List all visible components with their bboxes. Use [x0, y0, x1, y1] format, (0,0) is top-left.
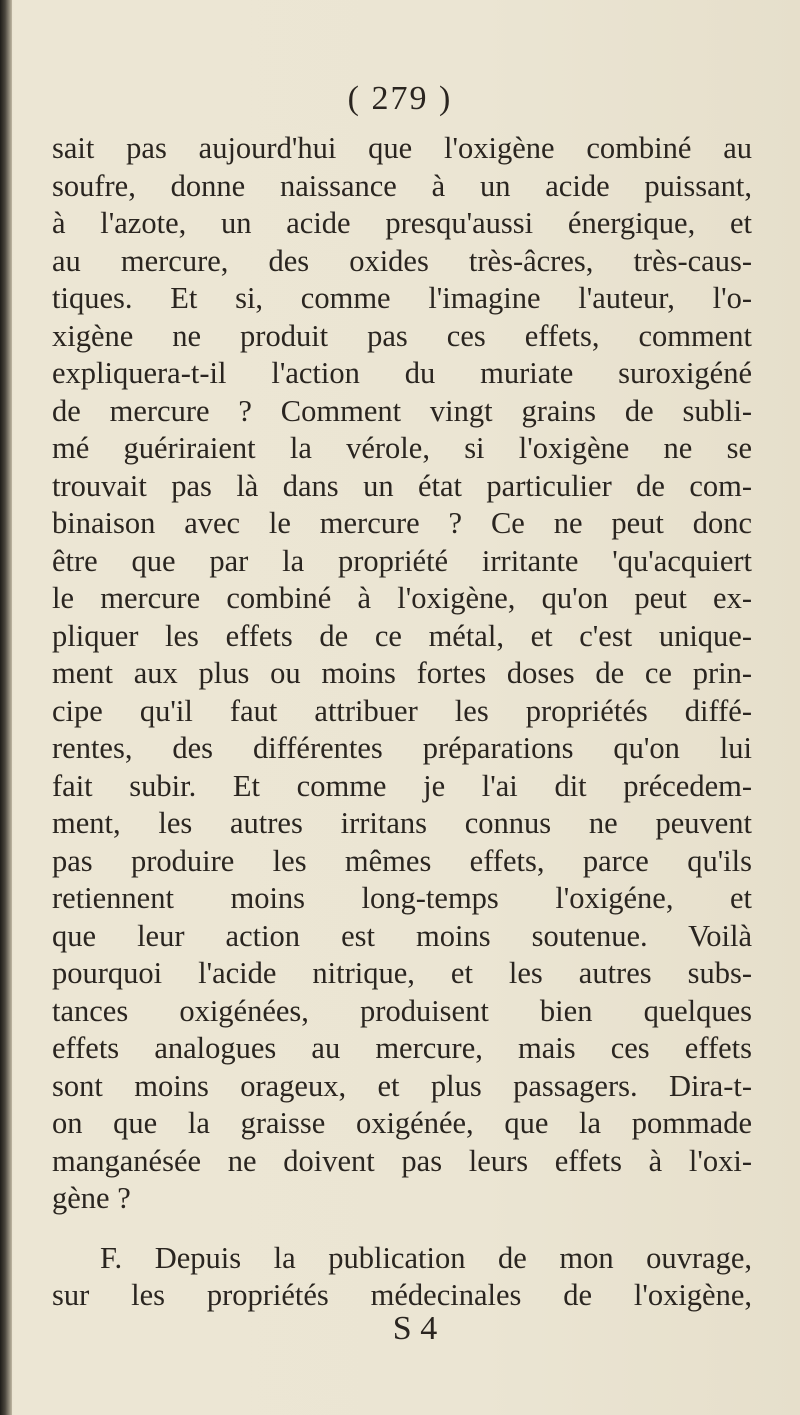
text-line: xigène ne produit pas ces effets, comment	[52, 318, 752, 353]
text-line: cipe qu'il faut attribuer les propriétés diffé-	[52, 693, 752, 728]
text-line: sont moins orageux, et plus passagers. Dira-t-	[52, 1068, 752, 1103]
text-line: on que la graisse oxigénée, que la pommade	[52, 1106, 752, 1140]
text-line: pourquoi l'acide nitrique, et les autres subs-	[52, 956, 752, 990]
text-line: ment aux plus ou moins fortes doses de ce prin-	[52, 656, 752, 690]
text-line: rentes, des différentes préparations qu'on lui	[52, 731, 752, 765]
text-line: à l'azote, un acide presqu'aussi énergique, et	[52, 206, 752, 240]
text-line: de mercure ? Comment vingt grains de subli-	[52, 393, 752, 428]
text-line: fait subir. Et comme je l'ai dit précedem-	[52, 768, 752, 803]
text-line: sait pas aujourd'hui que l'oxigène combiné au	[52, 131, 752, 165]
text-line: soufre, donne naissance à un acide puissant,	[52, 168, 752, 203]
text-line: tances oxigénées, produisent bien quelques	[52, 993, 752, 1028]
text-line: trouvait pas là dans un état particulier de com-	[52, 468, 752, 503]
text-line: pliquer les effets de ce métal, et c'est unique-	[52, 618, 752, 653]
text-line: au mercure, des oxides très-âcres, très-caus-	[52, 243, 752, 278]
binding-edge	[0, 0, 12, 1415]
text-line: F. Depuis la publication de mon ouvrage,	[100, 1240, 752, 1275]
text-line: effets analogues au mercure, mais ces effets	[52, 1031, 752, 1065]
text-line: que leur action est moins soutenue. Voilà	[52, 918, 752, 953]
text-line: être que par la propriété irritante 'qu'acquiert	[52, 543, 752, 578]
text-line: pas produire les mêmes effets, parce qu'ils	[52, 843, 752, 878]
text-line: mé guériraient la vérole, si l'oxigène ne se	[52, 431, 752, 465]
text-line: sur les propriétés médecinales de l'oxigène,	[52, 1278, 752, 1312]
text-line: ment, les autres irritans connus ne peuvent	[52, 806, 752, 840]
text-line: binaison avec le mercure ? Ce ne peut donc	[52, 506, 752, 540]
text-line: le mercure combiné à l'oxigène, qu'on peut ex-	[52, 581, 752, 615]
body-text	[52, 130, 752, 1315]
signature-mark: S 4	[392, 1310, 438, 1347]
page-number-header: ( 279 )	[347, 80, 453, 117]
text-line: expliquera-t-il l'action du muriate suroxigéné	[52, 356, 752, 390]
text-line: tiques. Et si, comme l'imagine l'auteur, l'o-	[52, 281, 752, 315]
text-line: manganésée ne doivent pas leurs effets à l'oxi-	[52, 1143, 752, 1178]
text-line: retiennent moins long-temps l'oxigéne, et	[52, 881, 752, 915]
text-line: gène ?	[52, 1181, 131, 1215]
